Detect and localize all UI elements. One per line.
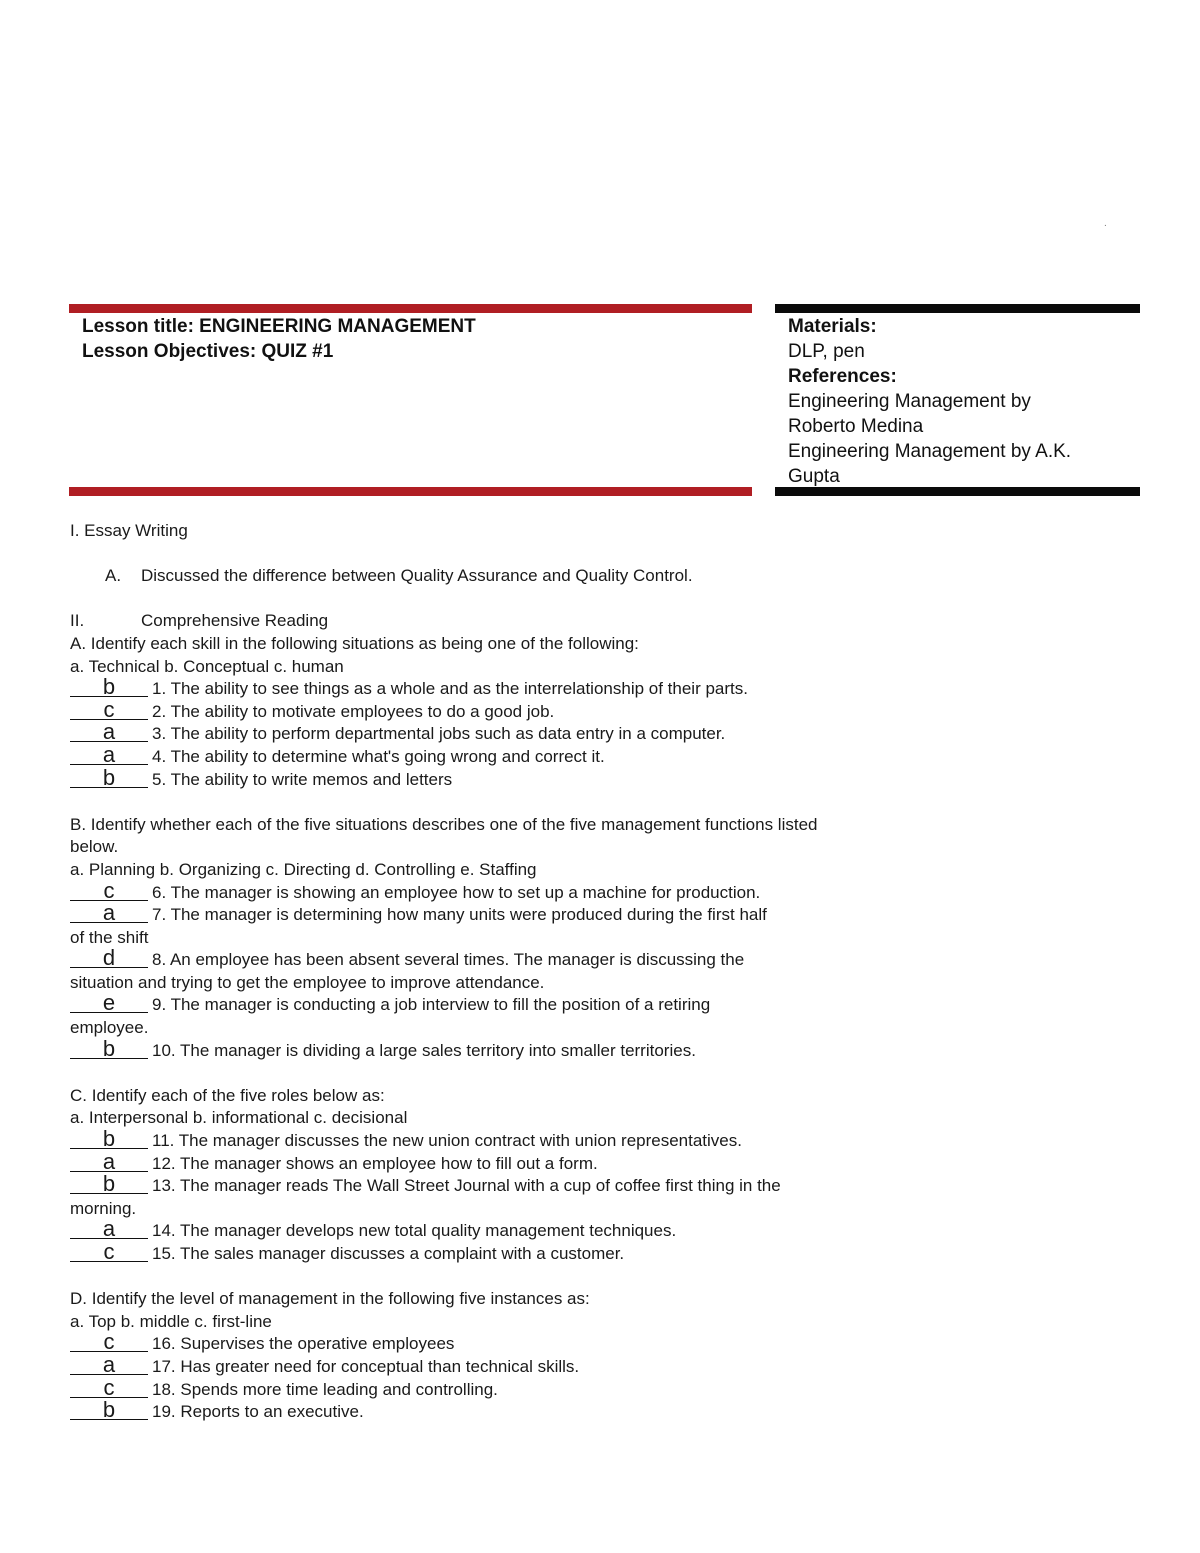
question-row	[70, 741, 1150, 769]
answer-blank[interactable]: c	[70, 701, 148, 720]
materials-rule-top	[775, 304, 1140, 313]
references-label: References:	[788, 366, 897, 387]
section-a-choices: a. Technical b. Conceptual c. human	[70, 656, 344, 676]
question-row	[70, 1374, 1150, 1402]
question-text: 2. The ability to motivate employees to do a good job.	[152, 701, 555, 721]
question-row	[70, 877, 1150, 905]
question-row	[70, 1148, 1150, 1176]
question-text-cont: situation and trying to get the employee to improve attendance.	[70, 972, 545, 992]
question-text-cont: employee.	[70, 1018, 149, 1038]
reference-line: Engineering Management by	[788, 391, 1031, 412]
lesson-objectives: Lesson Objectives: QUIZ #1	[82, 341, 334, 362]
essay-item-text: Discussed the difference between Quality Assurance and Quality Control.	[141, 566, 693, 586]
question-row	[70, 1397, 1150, 1424]
answer-blank[interactable]: b	[70, 1040, 148, 1059]
question-row	[70, 1329, 1150, 1356]
question-row	[70, 674, 1150, 701]
question-text: 6. The manager is showing an employee how to set up a machine for production.	[152, 882, 761, 902]
answer-blank[interactable]: c	[70, 1379, 148, 1398]
part-ii-heading	[70, 610, 1150, 633]
materials-block	[788, 314, 1133, 489]
section-b-instruction: B. Identify whether each of the five situations describes one of the five management functions listed	[70, 814, 818, 834]
answer-blank[interactable]: c	[70, 1243, 148, 1262]
question-text: 3. The ability to perform departmental jobs such as data entry in a computer.	[152, 724, 726, 744]
materials-rule-bottom	[775, 487, 1140, 496]
materials-value: DLP, pen	[788, 341, 865, 362]
question-text: 1. The ability to see things as a whole and as the interrelationship of their parts.	[152, 679, 748, 699]
section-b-choices: a. Planning b. Organizing c. Directing d. Controlling e. Staffing	[70, 859, 537, 879]
question-text: 14. The manager develops new total quality management techniques.	[152, 1221, 677, 1241]
header-rule-bottom	[69, 487, 752, 496]
question-row	[70, 990, 1150, 1017]
question-text: 10. The manager is dividing a large sales territory into smaller territories.	[152, 1040, 696, 1060]
answer-blank[interactable]: e	[70, 994, 148, 1013]
answer-blank[interactable]: b	[70, 678, 148, 697]
essay-item	[70, 565, 1150, 588]
lesson-title: Lesson title: ENGINEERING MANAGEMENT	[82, 316, 476, 337]
question-text: 9. The manager is conducting a job interview to fill the position of a retiring	[152, 995, 711, 1015]
section-d-instruction: D. Identify the level of management in the following five instances as:	[70, 1289, 590, 1309]
question-text: 7. The manager is determining how many units were produced during the first half	[152, 905, 767, 925]
quiz-body	[70, 520, 1150, 1424]
question-row	[70, 1126, 1150, 1153]
reference-line: Engineering Management by A.K.	[788, 441, 1072, 462]
question-text: 17. Has greater need for conceptual than technical skills.	[152, 1356, 580, 1376]
page-mark: .	[1104, 218, 1107, 229]
part-ii-title: Comprehensive Reading	[141, 611, 329, 631]
answer-blank[interactable]: b	[70, 769, 148, 788]
question-row	[70, 764, 1150, 792]
answer-blank[interactable]: d	[70, 949, 148, 968]
answer-blank[interactable]: a	[70, 723, 148, 742]
question-text: 16. Supervises the operative employees	[152, 1334, 455, 1354]
answer-blank[interactable]: a	[70, 1153, 148, 1172]
question-row	[70, 1216, 1150, 1243]
question-text-cont: of the shift	[70, 927, 149, 947]
answer-blank[interactable]: c	[70, 882, 148, 901]
question-text-cont: morning.	[70, 1198, 137, 1218]
reference-line: Roberto Medina	[788, 416, 924, 437]
question-row	[70, 696, 1150, 724]
question-text: 11. The manager discusses the new union contract with union representatives.	[152, 1131, 742, 1151]
answer-blank[interactable]: b	[70, 1175, 148, 1194]
answer-blank[interactable]: a	[70, 1220, 148, 1239]
question-text: 5. The ability to write memos and letters	[152, 769, 453, 789]
part-ii-label: II.	[70, 611, 85, 631]
question-row	[70, 1351, 1150, 1379]
question-text: 19. Reports to an executive.	[152, 1402, 364, 1422]
header-rule-top	[69, 304, 752, 313]
materials-label: Materials:	[788, 316, 877, 337]
reference-line: Gupta	[788, 466, 840, 487]
question-text: 18. Spends more time leading and controlling.	[152, 1379, 498, 1399]
question-text: 12. The manager shows an employee how to fill out a form.	[152, 1153, 598, 1173]
essay-item-label: A.	[105, 566, 122, 586]
part-i-heading: I. Essay Writing	[70, 521, 188, 540]
answer-blank[interactable]: a	[70, 746, 148, 765]
question-row	[70, 945, 1150, 972]
question-text: 4. The ability to determine what's going wrong and correct it.	[152, 746, 605, 766]
answer-blank[interactable]: c	[70, 1333, 148, 1352]
question-row	[70, 1171, 1150, 1198]
question-text: 13. The manager reads The Wall Street Journal with a cup of coffee first thing in the	[152, 1176, 781, 1196]
section-a-instruction: A. Identify each skill in the following situations as being one of the following:	[70, 633, 639, 653]
question-row	[70, 1239, 1150, 1266]
question-row	[70, 719, 1150, 746]
question-row	[70, 1035, 1150, 1063]
section-b-instruction-cont: below.	[70, 837, 119, 857]
question-row	[70, 900, 1150, 927]
question-text: 15. The sales manager discusses a complaint with a customer.	[152, 1244, 625, 1263]
section-d-choices: a. Top b. middle c. first-line	[70, 1311, 272, 1331]
answer-blank[interactable]: b	[70, 1401, 148, 1420]
section-c-instruction: C. Identify each of the five roles below as:	[70, 1085, 385, 1105]
materials-panel	[775, 304, 1140, 496]
answer-blank[interactable]: b	[70, 1130, 148, 1149]
answer-blank[interactable]: a	[70, 1356, 148, 1375]
answer-blank[interactable]: a	[70, 904, 148, 923]
section-c-choices: a. Interpersonal b. informational c. decisional	[70, 1108, 408, 1128]
question-text: 8. An employee has been absent several times. The manager is discussing the	[152, 950, 745, 970]
lesson-header	[69, 304, 752, 496]
